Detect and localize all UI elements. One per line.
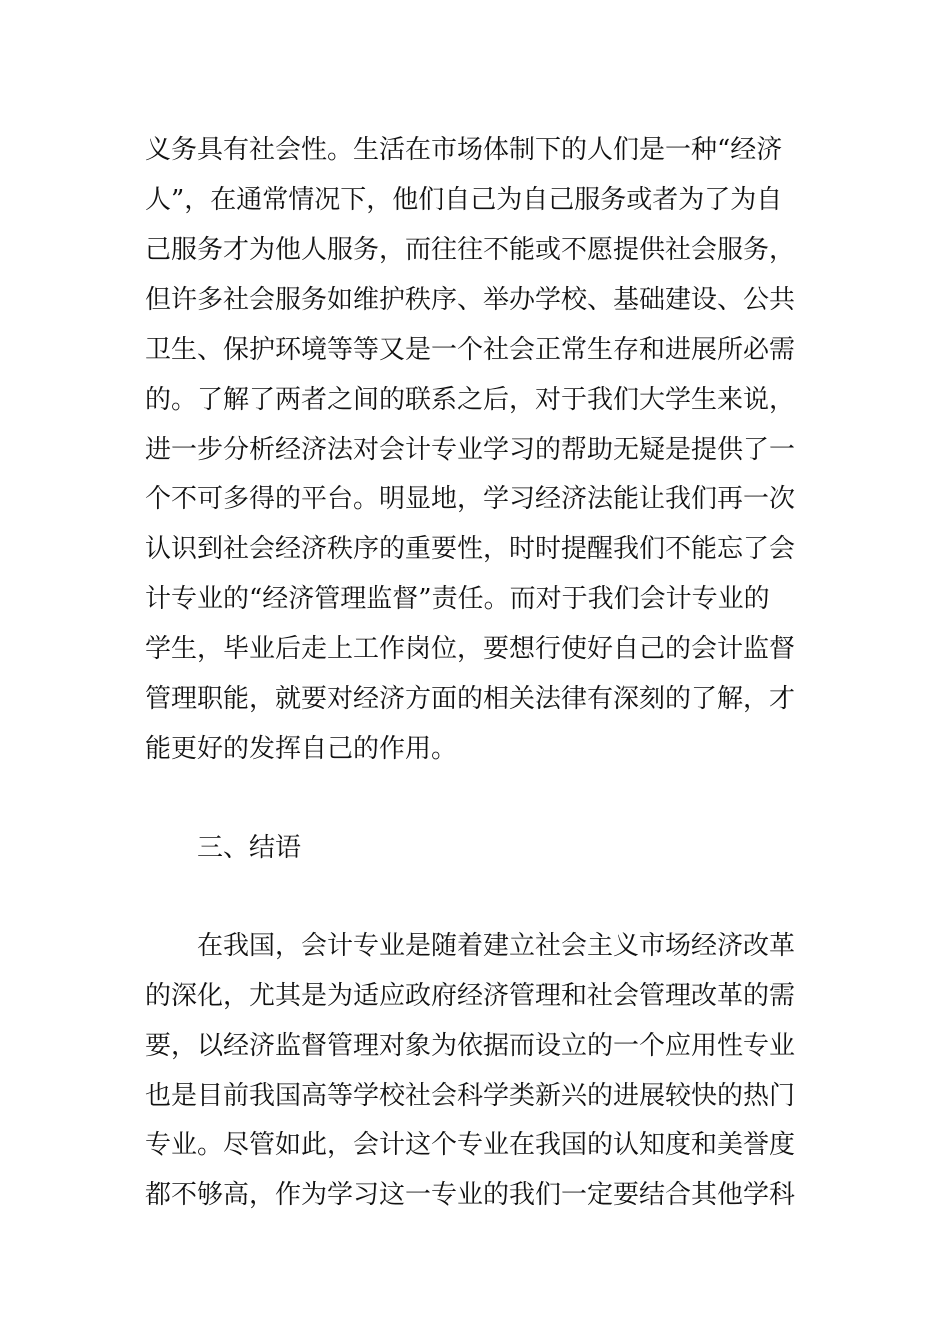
paragraph-line: 人”，在通常情况下，他们自己为自己服务或者为了为自 bbox=[145, 185, 783, 215]
paragraph-line: 的。了解了两者之间的联系之后，对于我们大学生来说， bbox=[145, 385, 796, 415]
paragraph-line: 但许多社会服务如维护秩序、举办学校、基础建设、公共 bbox=[145, 285, 796, 315]
paragraph-line: 要，以经济监督管理对象为依据而设立的一个应用性专业 bbox=[145, 1031, 796, 1061]
paragraph-line: 能更好的发挥自己的作用。 bbox=[145, 734, 458, 764]
paragraph-line: 个不可多得的平台。明显地，学习经济法能让我们再一次 bbox=[145, 484, 796, 514]
section-heading: 三、结语 bbox=[197, 833, 302, 863]
paragraph-line: 卫生、保护环境等等又是一个社会正常生存和进展所必需 bbox=[145, 335, 796, 365]
paragraph-line: 专业。尽管如此，会计这个专业在我国的认知度和美誉度 bbox=[145, 1130, 796, 1160]
paragraph-line: 也是目前我国高等学校社会科学类新兴的进展较快的热门 bbox=[145, 1081, 796, 1111]
paragraph-line: 认识到社会经济秩序的重要性，时时提醒我们不能忘了会 bbox=[145, 534, 796, 564]
paragraph-line: 义务具有社会性。生活在市场体制下的人们是一种“经济 bbox=[145, 135, 783, 165]
paragraph-line: 进一步分析经济法对会计专业学习的帮助无疑是提供了一 bbox=[145, 435, 796, 465]
paragraph-line: 都不够高，作为学习这一专业的我们一定要结合其他学科 bbox=[145, 1180, 796, 1210]
paragraph-line: 己服务才为他人服务，而往往不能或不愿提供社会服务， bbox=[145, 235, 796, 265]
paragraph-line: 的深化，尤其是为适应政府经济管理和社会管理改革的需 bbox=[145, 981, 796, 1011]
paragraph-line: 学生，毕业后走上工作岗位，要想行使好自己的会计监督 bbox=[145, 634, 796, 664]
paragraph-line: 计专业的“经济管理监督”责任。而对于我们会计专业的 bbox=[145, 584, 770, 614]
paragraph-line: 在我国，会计专业是随着建立社会主义市场经济改革 bbox=[197, 931, 796, 961]
paragraph-line: 管理职能，就要对经济方面的相关法律有深刻的了解，才 bbox=[145, 684, 796, 714]
